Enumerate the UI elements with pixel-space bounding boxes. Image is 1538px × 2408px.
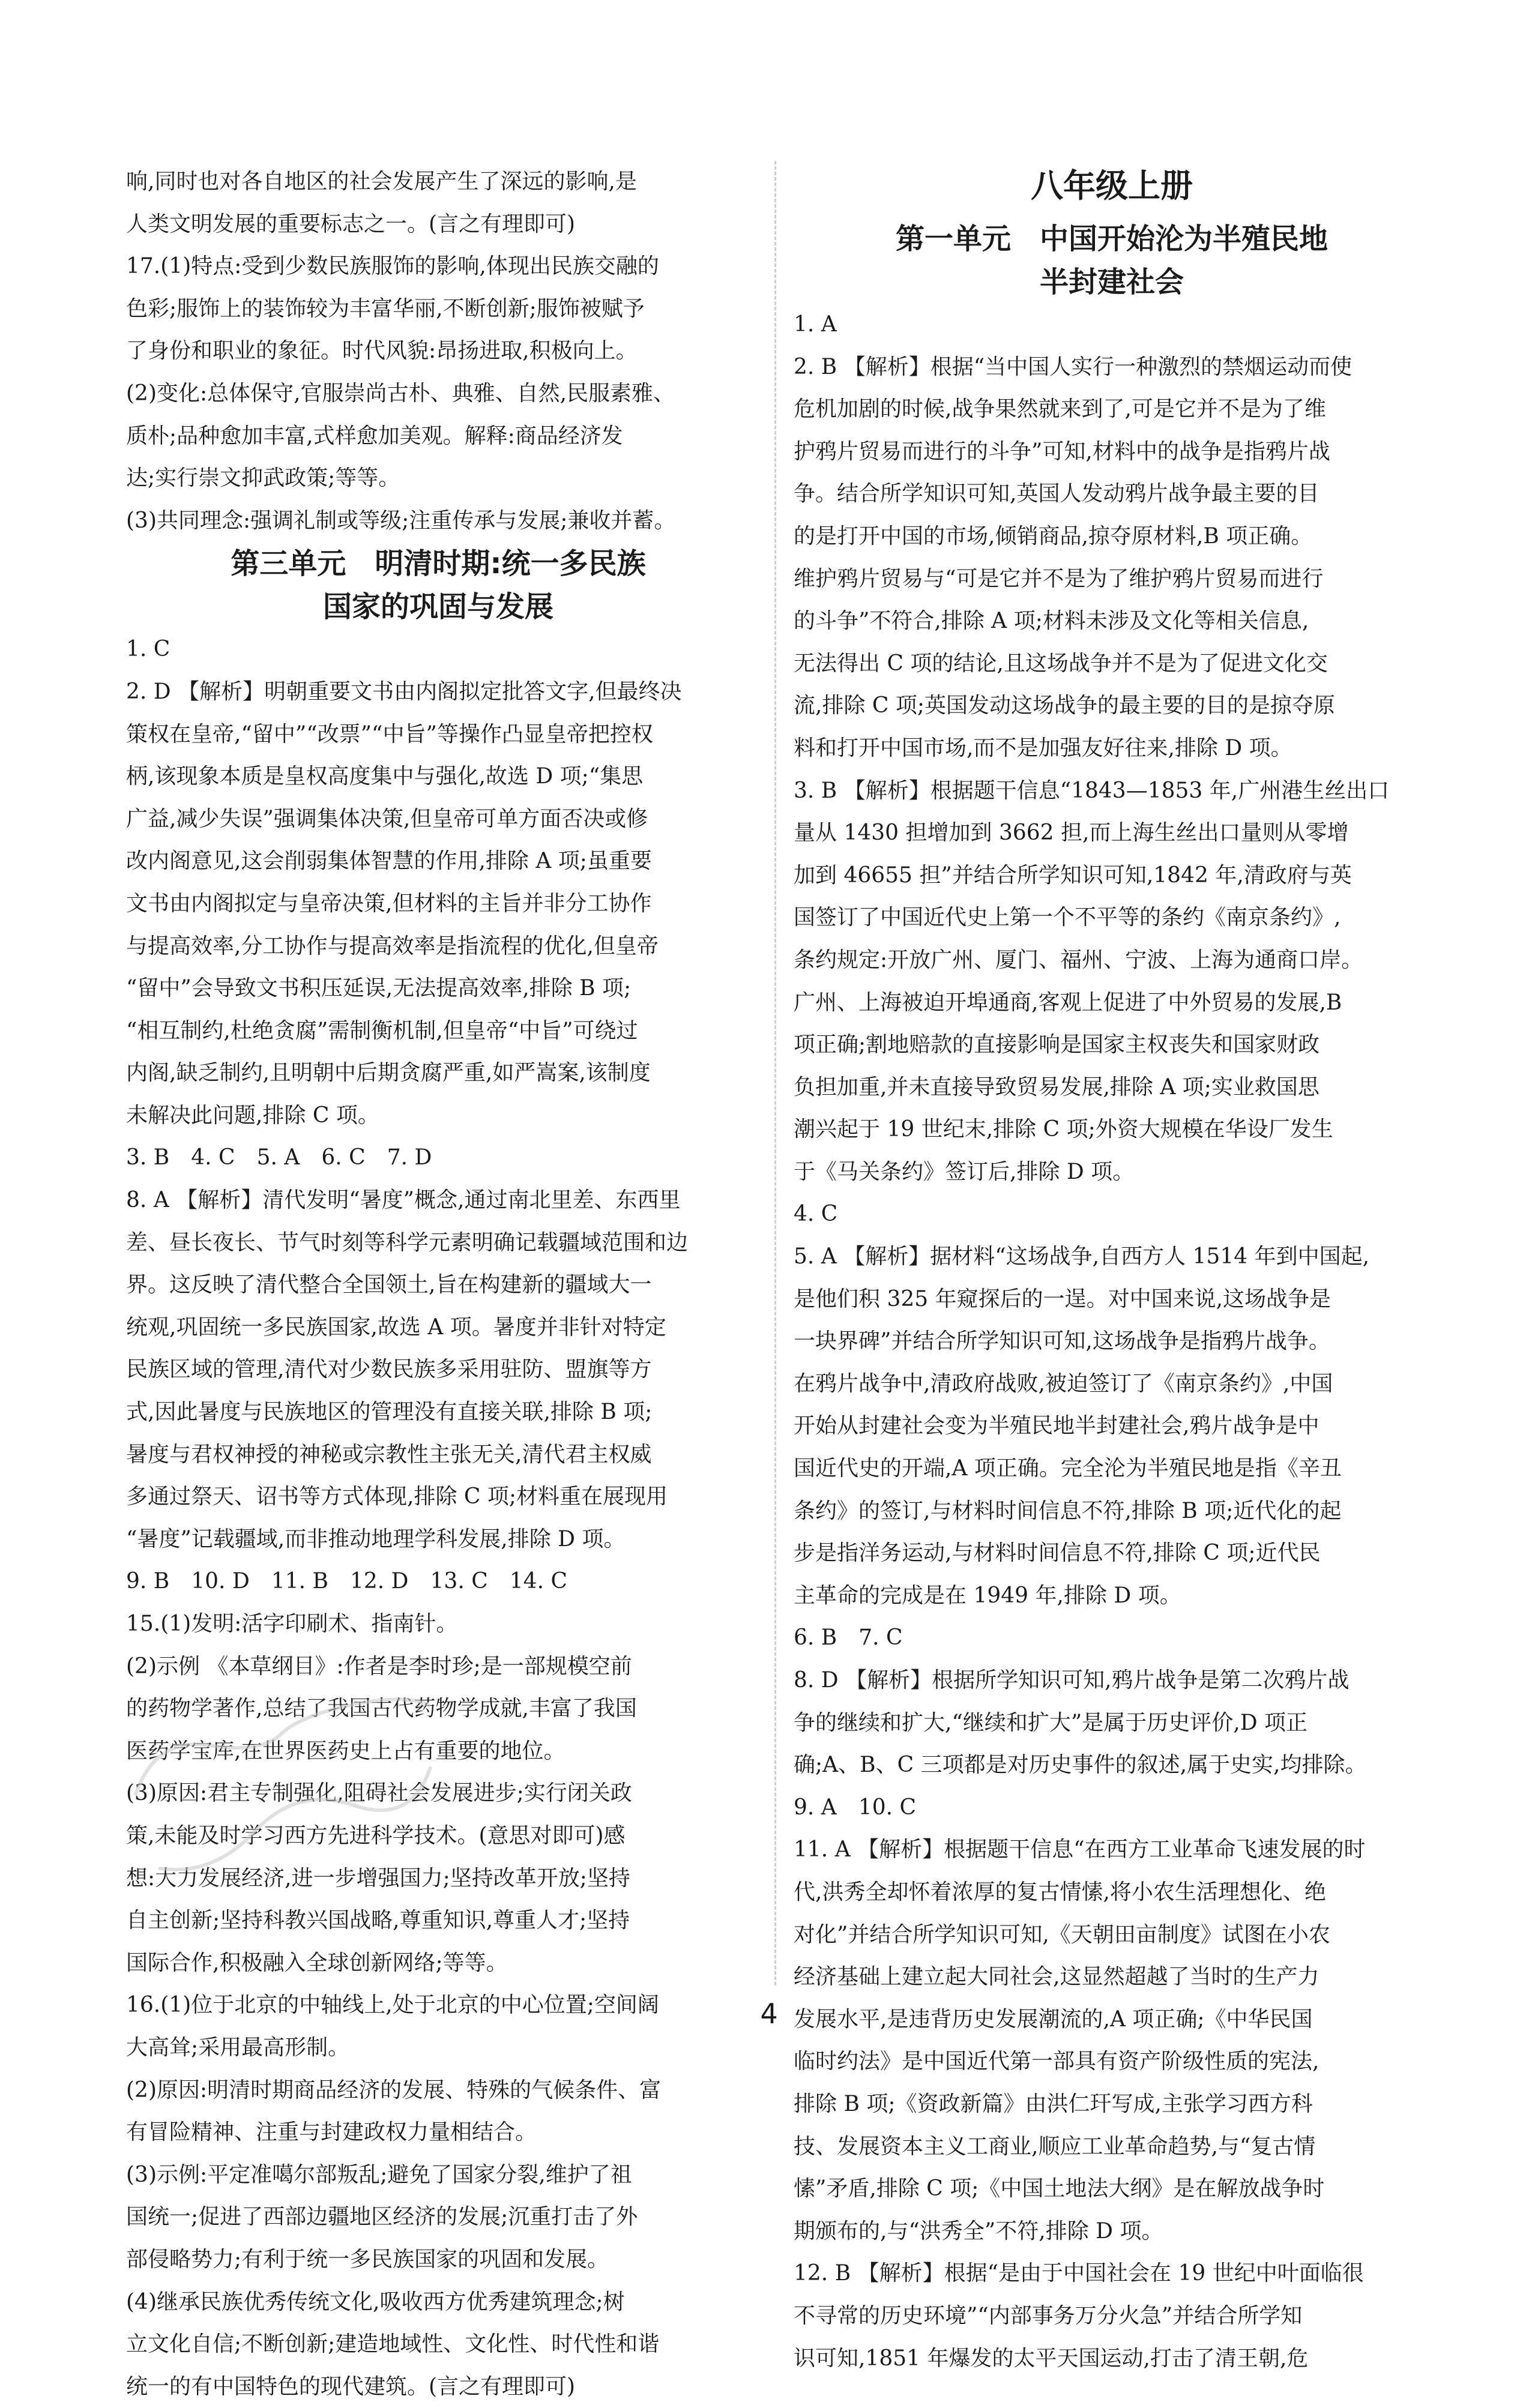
left-column <box>126 161 750 2408</box>
unit-one-heading: 第一单元 中国开始沦为半殖民地 半封建社会 <box>895 222 1328 299</box>
unit-three-heading: 第三单元 明清时期:统一多民族 国家的巩固与发展 <box>231 547 646 624</box>
left-paragraph-answer-17: 17.(1)特点:受到少数民族服饰的影响,体现出民族交融的 色彩;服饰上的装饰较为丰富华丽,不断创新;服饰被赋予 了身份和职业的象征。时代风貌:昂扬进取,积极向上。 (2)变化:总体保守,官服崇尚古朴、典雅、自然,民服素雅、 质朴;品种愈加丰富,式样愈加美观。解释:商品经济发 达;实行崇文抑武政策;等等。 (3)共同理念:强调礼制或等级;注重传承与发展;兼收并蓄。 <box>126 254 676 533</box>
page-number: 4 <box>760 1997 778 2030</box>
left-paragraph-answer-16-end: 响,同时也对各自地区的社会发展产生了深远的影响,是 人类文明发展的重要标志之一。(言之有理即可) <box>126 169 637 236</box>
left-paragraph-unit-three-answers: 1. C 2. D 【解析】明朝重要文书由内阁拟定批答文字,但最终决 策权在皇帝,“留中”“改票”“中旨”等操作凸显皇帝把控权 柄,该现象本质是皇权高度集中与强化,故选 D 项;“集思 广益,减少失误”强调集体决策,但皇帝可单方面否决或修 改内阁意见,这会削弱集体智慧的作用,排除 A 项;虽重要 文书由内阁拟定与皇帝决策,但材料的主旨并非分工协作 与提高效率,分工协作与提高效率是指流程的优化,但皇帝 “留中”会导致文书积压延误,无法提高效率,排除 B 项; “相互制约,杜绝贪腐”需制衡机制,但皇帝“中旨”可绕过 内阁,缺乏制约,且明朝中后期贪腐严重,如严嵩案,该制度 未解决此问题,排除 C 项。 3. B 4. C 5. A 6. C 7. D 8. A 【解析】清代发明“暑度”概念,通过南北里差、东西里 差、昼长夜长、节气时刻等科学元素明确记载疆域范围和边 界。这反映了清代整合全国领土,旨在构建新的疆域大一 统观,巩固统一多民族国家,故选 A 项。暑度并非针对特定 民族区域的管理,清代对少数民族多采用驻防、盟旗等方 式,因此暑度与民族地区的管理没有直接关联,排除 B 项; 暑度与君权神授的神秘或宗教性主张无关,清代君主权威 多通过祭天、诏书等方式体现,排除 C 项;材料重在展现用 “暑度”记载疆域,而非推动地理学科发展,排除 D 项。 9. B 10. D 11. B 12. D 13. C 14. C 15.(1)发明:活字印刷术、指南针。 (2)示例 《本草纲目》:作者是李时珍;是一部规模空前 的药物学著作,总结了我国古代药物学成就,丰富了我国 医药学宝库,在世界医药史上占有重要的地位。 (3)原因:君主专制强化,阻碍社会发展进步;实行闭关政 策,未能及时学习西方先进科学技术。(意思对即可)感 想:大力发展经济,进一步增强国力;坚持改革开放;坚持 自主创新;坚持科教兴国战略,尊重知识,尊重人才;坚持 国际合作,积极融入全球创新网络;等等。 16.(1)位于北京的中轴线上,处于北京的中心位置;空间阔 大高耸;采用最高形制。 (2)原因:明清时期商品经济的发展、特殊的气候条件、富 有冒险精神、注重与封建政权力量相结合。 (3)示例:平定准噶尔部叛乱;避免了国家分裂,维护了祖 国统一;促进了西部边疆地区经济的发展;沉重打击了外 部侵略势力;有利于统一多民族国家的巩固和发展。 (4)继承民族优秀传统文化,吸收西方优秀建筑理念;树 立文化自信;不断创新;建造地域性、文化性、时代性和谐 统一的有中国特色的现代建筑。(言之有理即可) <box>126 637 689 2399</box>
column-divider <box>774 161 776 1985</box>
grade-title: 八年级上册 <box>1031 167 1193 205</box>
right-paragraph-unit-one-answers: 1. A 2. B 【解析】根据“当中国人实行一种激烈的禁烟运动而使 危机加剧的时候,战争果然就来到了,可是它并不是为了维 护鸦片贸易而进行的斗争”可知,材料中的战争是指鸦片战 争。结合所学知识可知,英国人发动鸦片战争最主要的目 的是打开中国的市场,倾销商品,掠夺原材料,B 项正确。 维护鸦片贸易与“可是它并不是为了维护鸦片贸易而进行 的斗争”不符合,排除 A 项;材料未涉及文化等相关信息, 无法得出 C 项的结论,且这场战争并不是为了促进文化交 流,排除 C 项;英国发动这场战争的最主要的目的是掠夺原 料和打开中国市场,而不是加强友好往来,排除 D 项。 3. B 【解析】根据题干信息“1843—1853 年,广州港生丝出口 量从 1430 担增加到 3662 担,而上海生丝出口量则从零增 加到 46655 担”并结合所学知识可知,1842 年,清政府与英 国签订了中国近代史上第一个不平等的条约《南京条约》, 条约规定:开放广州、厦门、福州、宁波、上海为通商口岸。 广州、上海被迫开埠通商,客观上促进了中外贸易的发展,B 项正确;割地赔款的直接影响是国家主权丧失和国家财政 负担加重,并未直接导致贸易发展,排除 A 项;实业救国思 潮兴起于 19 世纪末,排除 C 项;外资大规模在华设厂发生 于《马关条约》签订后,排除 D 项。 4. C 5. A 【解析】据材料“这场战争,自西方人 1514 年到中国起, 是他们积 325 年窥探后的一逞。对中国来说,这场战争是 一块界碑”并结合所学知识可知,这场战争是指鸦片战争。 在鸦片战争中,清政府战败,被迫签订了《南京条约》,中国 开始从封建社会变为半殖民地半封建社会,鸦片战争是中 国近代史的开端,A 项正确。完全沦为半殖民地是指《辛丑 条约》的签订,与材料时间信息不符,排除 B 项;近代化的起 步是指洋务运动,与材料时间信息不符,排除 C 项;近代民 主革命的完成是在 1949 年,排除 D 项。 6. B 7. C 8. D 【解析】根据所学知识可知,鸦片战争是第二次鸦片战 争的继续和扩大,“继续和扩大”是属于历史评价,D 项正 确;A、B、C 三项都是对历史事件的叙述,属于史实,均排除。 9. A 10. C 11. A 【解析】根据题干信息“在西方工业革命飞速发展的时 代,洪秀全却怀着浓厚的复古情愫,将小农生活理想化、绝 对化”并结合所学知识可知,《天朝田亩制度》试图在小农 经济基础上建立起大同社会,这显然超越了当时的生产力 发展水平,是违背历史发展潮流的,A 项正确;《中华民国 临时约法》是中国近代第一部具有资产阶级性质的宪法, 排除 B 项;《资政新篇》由洪仁玕写成,主张学习西方科 技、发展资本主义工商业,顺应工业革命趋势,与“复古情 愫”矛盾,排除 C 项;《中国土地法大纲》是在解放战争时 期颁布的,与“洪秀全”不符,排除 D 项。 12. B 【解析】根据“是由于中国社会在 19 世纪中叶面临很 不寻常的历史环境”“内部事务万分火急”并结合所学知 识可知,1851 年爆发的太平天国运动,打击了清王朝,危 <box>794 312 1390 2371</box>
right-column <box>794 161 1430 2380</box>
